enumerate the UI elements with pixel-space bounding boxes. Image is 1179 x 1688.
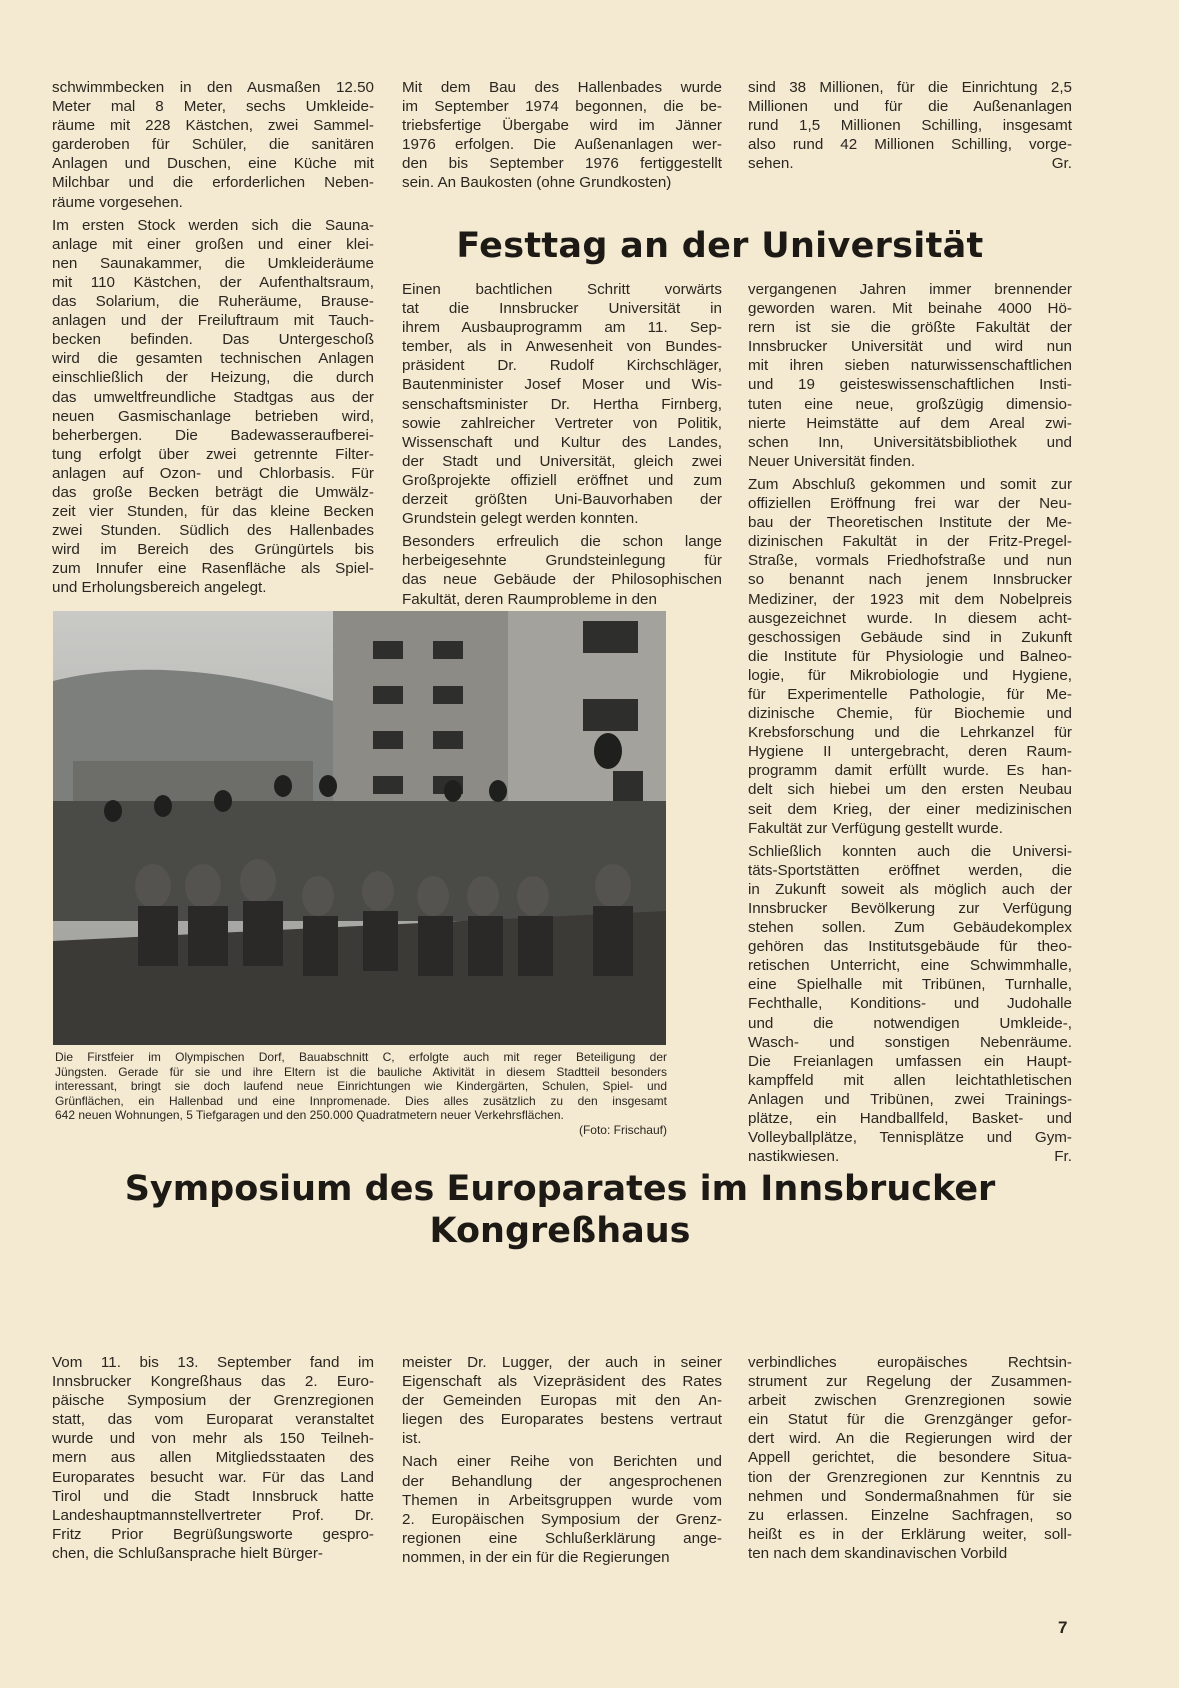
text-line: im September 1974 begonnen, die be- [402, 98, 722, 116]
text-line: präsident Dr. Rudolf Kirchschläger, [402, 357, 722, 375]
text-line: Fritz Prior Begrüßungsworte gespro- [52, 1525, 374, 1543]
text-line [748, 1147, 1072, 1166]
text-line: tung erfolgt über zwei getrennte Filter- [52, 445, 374, 463]
caption-line: interessant, bringt sie doch laufend neue Einrichtungen wie Kindergärten, Schulen, Spiel- und [55, 1079, 667, 1094]
text-line: tat die Innsbrucker Universität in [402, 300, 722, 318]
text-line: plätze, ein Handballfeld, Basket- und [748, 1110, 1072, 1128]
text-line: das große Becken beträgt die Umwälz- [52, 483, 374, 501]
paragraph [402, 280, 722, 528]
festtag-headline: Festtag an der Universität [456, 226, 984, 266]
text-line: Krebsforschung und die Lehrkanzel für [748, 724, 1072, 742]
caption-line: 642 neuen Wohnungen, 5 Tiefgaragen und den 250.000 Quadratmetern neuer Verkehrsflächen. [55, 1108, 564, 1123]
text-line: sind 38 Millionen, für die Einrichtung 2,5 [748, 79, 1072, 96]
text-line: Eigenschaft als Vizepräsident des Rates [402, 1373, 722, 1391]
text-line: tion der Grenzregionen zur Kenntnis zu [748, 1468, 1072, 1486]
text-line: sein. An Baukosten (ohne Grundkosten) [402, 174, 672, 192]
text-line: herbeigesehnte Grundsteinlegung für [402, 552, 722, 570]
text-line: Die Freianlagen umfassen ein Haupt- [748, 1052, 1072, 1070]
text-line: delt sich hiebei um den ersten Neubau [748, 781, 1072, 799]
text-line: das Solarium, die Ruheräume, Brause- [52, 293, 374, 311]
text-line: Anlagen und Duschen, eine Küche mit [52, 155, 374, 173]
text-line: meister Dr. Lugger, der auch in seiner [402, 1354, 722, 1371]
text-line: Fechthalle, Konditions- und Judohalle [748, 995, 1072, 1013]
text-line: Volleyballplätze, Tennisplätze und Gym- [748, 1129, 1072, 1147]
festtag-column-3 [748, 280, 1072, 1170]
text-line: rund 1,5 Millionen Schilling, insgesamt [748, 117, 1072, 135]
text-line: Innsbrucker Bevölkerung zur Verfügung [748, 900, 1072, 917]
top-article-column-3 [748, 78, 1072, 177]
text-line: täts-Sportstätten eröffnet werden, die [748, 861, 1072, 879]
text-line: Europarates besucht war. Für das Land [52, 1468, 374, 1486]
symposium-column-3 [748, 1353, 1072, 1567]
text-line: logie, für Mikrobiologie und Hygiene, [748, 666, 1072, 684]
text-line: becken befinden. Das Untergeschoß [52, 331, 374, 349]
text-line: Themen in Arbeitsgruppen wurde vom [402, 1491, 722, 1509]
text-line: schen Inn, Universitätsbibliothek und [748, 433, 1072, 451]
text-line: ausgezeichnet wurde. In diesem acht- [748, 609, 1072, 627]
paragraph [52, 78, 374, 212]
text-line: päische Symposium der Grenzregionen [52, 1392, 374, 1410]
text-line: 2. Europäischen Symposium der Grenz- [402, 1510, 722, 1528]
text-line: zwei Stunden. Südlich des Hallenbades [52, 522, 374, 540]
top-article-column-1 [52, 78, 374, 602]
text-line: dizinische Chemie, für Biochemie und [748, 705, 1072, 723]
text-line: 1976 erfolgen. Die Außenanlagen wer- [402, 136, 722, 154]
text-line-content: nastikwiesen. [748, 1148, 840, 1166]
text-line: ist. [402, 1430, 422, 1448]
author-signature: Fr. [1054, 1148, 1072, 1166]
text-line: Wissenschaft und Kultur des Landes, [402, 433, 722, 451]
paragraph [402, 1353, 722, 1448]
text-line: und die notwendigen Umkleide-, [748, 1014, 1072, 1032]
photo-credit: (Foto: Frischauf) [578, 1122, 667, 1137]
text-line: die Institute für Physiologie und Balneo- [748, 647, 1072, 665]
text-line: garderoben für Schüler, die sanitären [52, 136, 374, 154]
text-line: für Experimentelle Pathologie, für Me- [748, 685, 1072, 703]
text-line: Tirol und die Stadt Innsbruck hatte [52, 1487, 374, 1505]
text-line: Millionen und für die Außenanlagen [748, 98, 1072, 116]
text-line: Wasch- und sonstigen Nebenräume. [748, 1033, 1072, 1051]
text-line: Mediziner, der 1923 mit dem Nobelpreis [748, 590, 1072, 608]
text-line: so benannt nach jenem Innsbrucker [748, 571, 1072, 589]
text-line: nen Saunakammer, die Umkleideräume [52, 254, 374, 272]
text-line: verbindliches europäisches Rechtsin- [748, 1354, 1072, 1371]
text-line: das neue Gebäude der Philosophischen [402, 571, 722, 589]
text-line: wurde und von mehr als 150 Teilneh- [52, 1430, 374, 1448]
text-line: kampffeld mit allen leichtathletischen [748, 1071, 1072, 1089]
text-line: derzeit größten Uni-Bauvorhaben der [402, 491, 722, 509]
text-line: zeit vier Stunden, für das kleine Becken [52, 503, 374, 521]
photo-caption [55, 1050, 667, 1138]
text-line: Fakultät, deren Raumprobleme in den [402, 590, 657, 608]
text-line: anlagen und der Freiluftraum mit Tauch- [52, 312, 374, 330]
text-line: tember, als in Anwesenheit von Bundes- [402, 338, 722, 356]
paragraph [748, 280, 1072, 471]
text-line: senschaftsminister Dr. Hertha Firnberg, [402, 395, 722, 413]
text-line: Straße, vormals Friedhofstraße und nun [748, 552, 1072, 570]
text-line: mit ihren sieben naturwissenschaftlichen [748, 357, 1072, 375]
text-line: heißt es in der Erklärung weiter, soll- [748, 1525, 1072, 1543]
text-line: wird im Bereich des Grüngürtels bis [52, 541, 374, 559]
text-line: Großprojekte offiziell eröffnet und zum [402, 471, 722, 489]
text-line: arbeit zwischen Grenzregionen sowie [748, 1392, 1072, 1410]
text-line: Vom 11. bis 13. September fand im [52, 1354, 374, 1371]
text-line: bau der Theoretischen Institute der Me- [748, 514, 1072, 532]
text-line: in Zukunft soweit als möglich auch der [748, 880, 1072, 898]
caption-line: Jüngsten. Gerade für sie und ihre Eltern ist die bauliche Aktivität in diesem Stadtteil besonders [55, 1064, 667, 1079]
text-line: Innsbrucker Universität und wird nun [748, 338, 1072, 356]
text-line: beherbergen. Die Badewasseraufberei- [52, 426, 374, 444]
text-line: Nach einer Reihe von Berichten und [402, 1453, 722, 1471]
text-line: der Gemeinden Europas mit den An- [402, 1392, 722, 1410]
text-line: ten nach dem skandinavischen Vorbild [748, 1544, 1008, 1562]
text-line: Grundstein gelegt werden konnten. [402, 510, 639, 528]
page-number: 7 [1058, 1618, 1068, 1637]
photo-children-olympic-village [53, 611, 666, 1045]
text-line: eine Spielhalle mit Tribünen, Turnhalle, [748, 976, 1072, 994]
text-line: Bautenminister Josef Moser und Wis- [402, 376, 722, 394]
text-line: Fakultät zur Verfügung gestellt wurde. [748, 819, 1003, 837]
text-line: anlage mit einer großen und einer klei- [52, 235, 374, 253]
paragraph [52, 1353, 374, 1563]
text-line-content: sehen. [748, 155, 794, 173]
text-line: der Stadt und Universität, gleich zwei [402, 452, 722, 470]
text-line: und Erholungsbereich angelegt. [52, 579, 267, 597]
text-line: seit dem Krieg, der einer medizinischen [748, 800, 1072, 818]
text-line: Im ersten Stock werden sich die Sauna- [52, 216, 374, 234]
text-line: und 19 geisteswissenschaftlichen Insti- [748, 376, 1072, 394]
text-line: nierte Heimstätte auf dem Areal zwi- [748, 414, 1072, 432]
text-line: Mit dem Bau des Hallenbades wurde [402, 79, 722, 96]
caption-line: Die Firstfeier im Olympischen Dorf, Bauabschnitt C, erfolgte auch mit reger Beteiligung der [55, 1050, 667, 1064]
text-line: Milchbar und die erforderlichen Neben- [52, 174, 374, 192]
text-line: geschossigen Gebäude sind in Zukunft [748, 628, 1072, 646]
text-line: Neuer Universität finden. [748, 452, 916, 470]
text-line: Meter mal 8 Meter, sechs Umkleide- [52, 98, 374, 116]
text-line: mit 110 Kästchen, der Aufenthaltsraum, [52, 273, 374, 291]
text-line: Zum Abschluß gekommen und somit zur [748, 475, 1072, 493]
symposium-headline [60, 1168, 1060, 1252]
text-line: statt, das vom Europarat veranstaltet [52, 1411, 374, 1429]
text-line: schwimmbecken in den Ausmaßen 12.50 [52, 79, 374, 96]
text-line: liegen des Europarates bestens vertraut [402, 1411, 722, 1429]
text-line: Landeshauptmannstellvertreter Prof. Dr. [52, 1506, 374, 1524]
paragraph [748, 1353, 1072, 1563]
text-line: nommen, in der ein für die Regierungen [402, 1548, 670, 1566]
author-signature: Gr. [1051, 155, 1072, 173]
text-line: stehen sollen. Zum Gebäudekomplex [748, 919, 1072, 937]
text-line: räume vorgesehen. [52, 193, 183, 211]
paragraph [748, 475, 1072, 838]
text-line: wird die gesamten technischen Anlagen [52, 350, 374, 368]
festtag-column-2 [402, 280, 722, 613]
text-line: tuten eine neue, großzügig dimensio- [748, 395, 1072, 413]
text-line: mern aus allen Mitgliedsstaaten des [52, 1449, 374, 1467]
symposium-column-2 [402, 1353, 722, 1571]
text-line: einschließlich der Heizung, die durch [52, 369, 374, 387]
paragraph [748, 78, 1072, 173]
text-line: rern ist sie die größte Fakultät der [748, 319, 1072, 337]
text-line: nehmen und Sondermaßnahmen für sie [748, 1487, 1072, 1505]
symposium-column-1 [52, 1353, 374, 1567]
text-line: dert wird. An die Regierungen wird der [748, 1430, 1072, 1448]
text-line: retischen Unterricht, eine Schwimmhalle, [748, 957, 1072, 975]
paragraph [402, 78, 722, 193]
text-line: anlagen auf Ozon- und Chlorbasis. Für [52, 464, 374, 482]
text-line: Besonders erfreulich die schon lange [402, 533, 722, 551]
caption-line: Grünflächen, ein Hallenbad und eine Innpromenade. Dies alles zusätzlich zu den insgesamt [55, 1093, 667, 1108]
text-line: Innsbrucker Kongreßhaus das 2. Euro- [52, 1373, 374, 1391]
text-line: räume mit 228 Kästchen, zwei Sammel- [52, 117, 374, 135]
text-line: chen, die Schlußansprache hielt Bürger- [52, 1544, 323, 1562]
text-line: Schließlich konnten auch die Universi- [748, 842, 1072, 860]
text-line: offiziellen Eröffnung frei war der Neu- [748, 495, 1072, 513]
text-line: zum Innufer eine Rasenfläche als Spiel- [52, 560, 374, 578]
paragraph [402, 1452, 722, 1567]
text-line: Anlagen und Tribünen, zwei Trainings- [748, 1090, 1072, 1108]
text-line: zu erlassen. Einzelne Sachfragen, so [748, 1506, 1072, 1524]
text-line: der Behandlung der angesprochenen [402, 1472, 722, 1490]
text-line: triebsfertige Übergabe wird im Jänner [402, 117, 722, 135]
symposium-headline-line-2: Kongreßhaus [429, 1211, 691, 1251]
text-line: also rund 42 Millionen Schilling, vorge- [748, 136, 1072, 154]
text-line: strument zur Regelung der Zusammen- [748, 1373, 1072, 1391]
paragraph [52, 216, 374, 598]
text-line [748, 154, 1072, 173]
paragraph [748, 842, 1072, 1167]
text-line: regionen eine Schlußerklärung ange- [402, 1529, 722, 1547]
text-line: vergangenen Jahren immer brennender [748, 281, 1072, 298]
text-line: neuen Gasmischanlage betrieben wird, [52, 407, 374, 425]
top-article-column-2 [402, 78, 722, 197]
text-line: dizinischen Fakultät in der Fritz-Pregel- [748, 533, 1072, 551]
text-line: das umweltfreundliche Stadtgas aus der [52, 388, 374, 406]
text-line: Appell gerichtet, die besondere Situa- [748, 1449, 1072, 1467]
text-line: den bis September 1976 fertiggestellt [402, 155, 722, 173]
text-line: geworden waren. Mit beinahe 4000 Hö- [748, 300, 1072, 318]
text-line: sowie zahlreicher Vertreter von Politik, [402, 414, 722, 432]
text-line: Einen bachtlichen Schritt vorwärts [402, 281, 722, 298]
text-line: ihrem Ausbauprogramm am 11. Sep- [402, 319, 722, 337]
symposium-headline-line-1: Symposium des Europarates im Innsbrucker [124, 1169, 996, 1209]
text-line: gehören das Institutsgebäude für theo- [748, 938, 1072, 956]
paragraph [402, 532, 722, 608]
text-line: Hygiene II untergebracht, deren Raum- [748, 743, 1072, 761]
text-line: programm damit erfüllt wurde. Es han- [748, 762, 1072, 780]
text-line: ein Statut für die Grenzgänger gefor- [748, 1411, 1072, 1429]
